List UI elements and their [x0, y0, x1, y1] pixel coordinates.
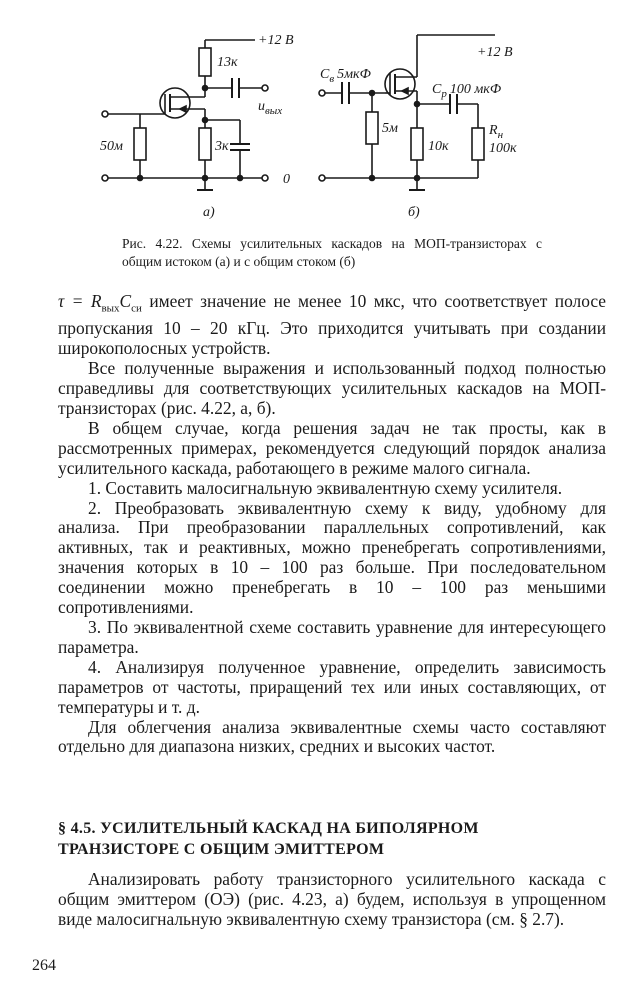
output-terminal-a: [262, 85, 268, 91]
resistor-5m: [366, 112, 378, 144]
resistor-10k: [411, 128, 423, 160]
section-text: [58, 870, 606, 930]
label-r-3k: 3к: [215, 139, 229, 154]
paragraph: В общем случае, когда решения задач не так просты, как в рассмотренных примерах, рекомендуется следующий порядок анализа усилительного каскада, работающего в режиме малого сигнала.: [58, 417, 606, 478]
resistor-load: [472, 128, 484, 160]
resistor-13k: [199, 48, 211, 76]
circuit-b: [319, 35, 495, 190]
paragraph: Анализировать работу транзисторного усилительного каскада с общим эмиттером (ОЭ) (рис. 4.23, а) будем, используя в упрощенном виде малосигнальную эквивалентную схему транзистора (см. § 2.7).: [58, 869, 606, 929]
label-r-10k: 10к: [428, 139, 449, 154]
label-ground-a: 0: [283, 172, 290, 187]
list-item: 4. Анализируя полученное уравнение, определить зависимость параметров от частоты, приращений тех или иных составляющих, от температуры и т. д.: [58, 656, 606, 717]
label-supply-a: +12 В: [258, 33, 294, 48]
list-item: 2. Преобразовать эквивалентную схему к виду, удобному для анализа. При преобразовании параллельных сопротивлений, как активных, так и реактивных, можно пренебрегать сопротивлениями, значения которых в 10 – 100 раз больше. При последовательном соединении можно пренебрегать в 10 – 100 раз меньшими сопротивлениями.: [58, 497, 606, 618]
heading-line-1: § 4.5. УСИЛИТЕЛЬНЫЙ КАСКАД НА БИПОЛЯРНОМ: [58, 820, 479, 837]
paragraph: Все полученные выражения и использованный подход полностью справедливы для соответствующих усилительных каскадов на МОП-транзисторах (рис. 4.22, а, б).: [58, 358, 606, 418]
label-circuit-b: б): [408, 205, 420, 220]
heading-line-2: ТРАНЗИСТОРЕ С ОБЩИМ ЭМИТТЕРОМ: [58, 841, 385, 858]
label-r-5m: 5м: [382, 121, 398, 136]
figure-caption: Рис. 4.22. Схемы усилительных каскадов на МОП-транзисторах с общим истоком (а) и с общим стоком (б): [122, 236, 542, 269]
body-text: [58, 292, 606, 757]
label-r-load-value: 100к: [489, 141, 517, 156]
label-r-13k: 13к: [217, 55, 238, 70]
paragraph-formula: $\tau = R_{вых}C_{си}$ имеет значение не менее 10 мкс, что соответствует полосе пропускания 10 – 20 кГц. Это приходится учитывать при создании широкополосных устройств.: [58, 291, 607, 359]
label-c-input: $C_в$ 5мкФ: [320, 67, 371, 85]
label-c-output: $C_р$ 100 мкФ: [432, 82, 502, 100]
label-r-50m: 50м: [100, 139, 123, 154]
label-circuit-a: а): [203, 205, 215, 220]
label-r-load: $R_н$: [489, 123, 504, 141]
label-output-a: $u_{вых}$: [258, 99, 283, 117]
resistor-50m: [134, 128, 146, 160]
resistor-3k: [199, 128, 211, 160]
circuit-a: [102, 40, 268, 190]
label-supply-b: +12 В: [477, 45, 513, 60]
paragraph: Для облегчения анализа эквивалентные схемы часто составляют отдельно для диапазона низких, средних и высоких частот.: [58, 716, 606, 757]
page-number: 264: [32, 957, 56, 974]
figure-4-22: [0, 0, 640, 290]
list-item: 1. Составить малосигнальную эквивалентную схему усилителя.: [88, 477, 563, 498]
section-heading: [58, 818, 606, 860]
list-item: 3. По эквивалентной схеме составить уравнение для интересующего параметра.: [58, 616, 606, 657]
